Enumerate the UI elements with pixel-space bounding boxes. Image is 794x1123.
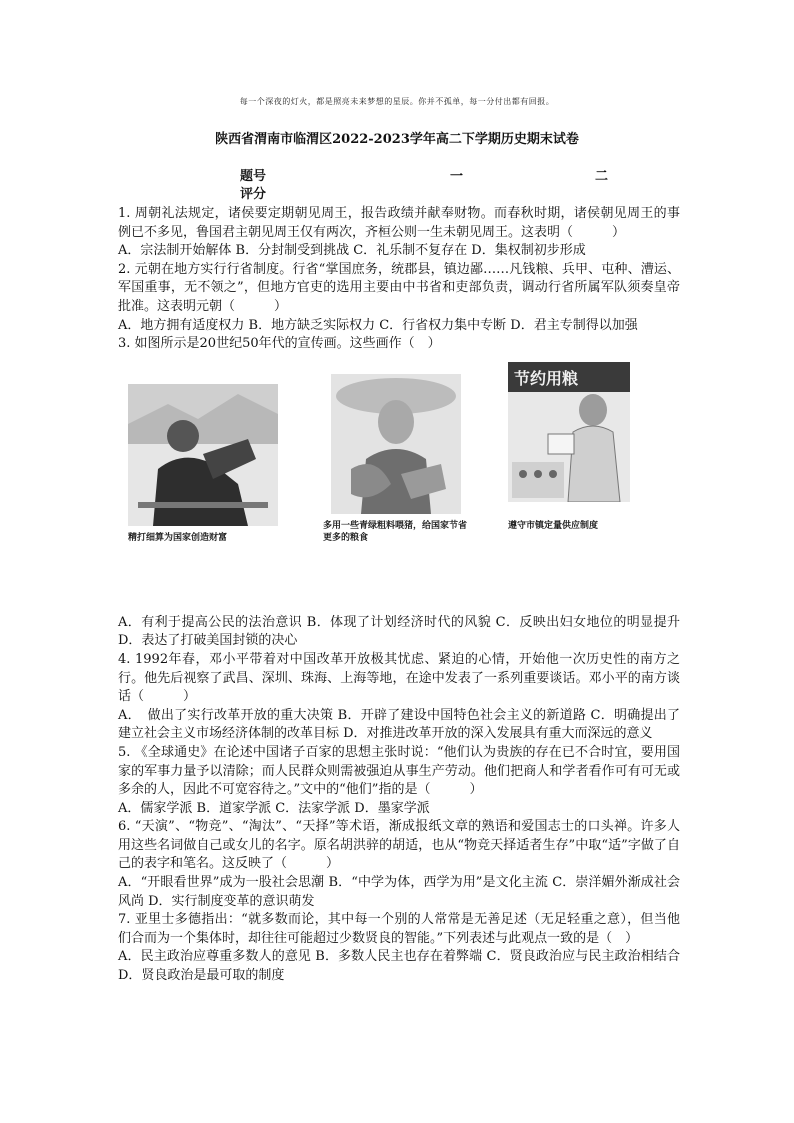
options-text: A．儒家学派 B．道家学派 C．法家学派 D．墨家学派 <box>118 800 430 816</box>
figure-caption: 精打细算为国家创造财富 <box>128 532 228 543</box>
poster-slogan-text: 节约用粮 <box>514 368 579 388</box>
question-text: 6. “天演”、“物竞”、“淘汰”、“天择”等术语，渐成报纸文章的熟语和爱国志士的口头禅。许多人用这些名词做自己或女儿的名字。原名胡洪骍的胡适，也从“物竞天择适者生存”中取“适”字做了自己的表字和笔名。这反映了（ ） <box>118 819 680 872</box>
options-text: A．有利于提高公民的法治意识 B．体现了计划经济时代的风貌 C．反映出妇女地位的明显提升 D．表达了打破美国封锁的决心 <box>118 614 680 649</box>
options-text: A．宗法制开始解体 B．分封制受到挑战 C．礼乐制不复存在 D．集权制初步形成 <box>118 243 586 259</box>
question-text: 7. 亚里士多德指出：“就多数而论，其中每一个别的人常常是无善足述（无足轻重之意），但当他们合而为一个集体时，却往往可能超过少数贤良的智能。”下列表述与此观点一致的是（ ） <box>118 912 680 946</box>
exam-content <box>118 205 680 986</box>
options-text: A． 做出了实行改革开放的重大决策 B．开辟了建设中国特色社会主义的新道路 C．明确提出了建立社会主义市场经济体制的改革目标 D．对推进改革开放的深入发展具有重大而深远的意义 <box>118 707 680 742</box>
score-table-row <box>240 183 640 201</box>
poster-farmer-woman-image <box>331 374 461 514</box>
poster-rationing-image <box>508 362 630 502</box>
header-motto: 每一个深夜的灯火，都是照亮未来梦想的星辰。你并不孤单，每一分付出都有回报。 <box>239 97 555 106</box>
question-text: 1. 周朝礼法规定，诸侯要定期朝见周王，报告政绩并献奉财物。而春秋时期，诸侯朝见周王的事例已不多见，鲁国君主朝见周王仅有两次，齐桓公则一生未朝见周王。这表明（ ） <box>118 206 680 240</box>
options-text: A．“开眼看世界”成为一股社会思潮 B．“中学为体，西学为用”是文化主流 C．崇洋媚外渐成社会风尚 D．实行制度变革的意识萌发 <box>118 875 680 909</box>
score-table-cell: 一 <box>450 169 464 184</box>
question-text: 5. 《全球通史》在论述中国诸子百家的思想主张时说：“他们认为贵族的存在已不合时宜，要用国家的军事力量予以清除；而人民群众则需被强迫从事生产劳动。他们把商人和学者看作可有可无或多余的人，因此不可宽容待之。”文中的“他们”指的是（ ） <box>118 744 680 798</box>
options-text: A．地方拥有适度权力 B．地方缺乏实际权力 C．行省权力集中专断 D．君主专制得以加强 <box>118 317 638 333</box>
figure-caption: 多用一些青绿粗料喂猪，给国家节省更多的粮食 <box>323 520 468 543</box>
exam-title: 陕西省渭南市临渭区2022-2023学年高二下学期历史期末试卷 <box>215 132 579 147</box>
figure-caption: 遵守市镇定量供应制度 <box>508 520 599 531</box>
score-table <box>240 165 640 201</box>
options-text: A．民主政治应尊重多数人的意见 B．多数人民主也存在着弊端 C．贤良政治应与民主政治相结合 D．贤良政治是最可取的制度 <box>118 949 680 984</box>
question-text: 3. 如图所示是20世纪50年代的宣传画。这些画作（ ） <box>118 336 441 352</box>
poster-figures <box>118 368 680 604</box>
score-table-cell: 评分 <box>240 187 267 202</box>
question-text: 2. 元朝在地方实行行省制度。行省“掌国庶务，统郡县，镇边鄙……凡钱粮、兵甲、屯种、漕运、军国重事，无不领之”，但地方官吏的选用主要由中书省和吏部负责，调动行省所属军队须奏皇帝批准。这表明元朝（ ） <box>118 261 680 314</box>
score-table-row <box>240 165 640 183</box>
score-table-cell: 二 <box>595 169 609 184</box>
poster-worker-image <box>128 384 278 526</box>
question-text: 4. 1992年春，邓小平带着对中国改革开放极其忧虑、紧迫的心情，开始他一次历史性的南方之行。他先后视察了武昌、深圳、珠海、上海等地，在途中发表了一系列重要谈话。邓小平的南方谈话（ ） <box>118 651 680 705</box>
score-table-cell: 题号 <box>240 169 267 184</box>
